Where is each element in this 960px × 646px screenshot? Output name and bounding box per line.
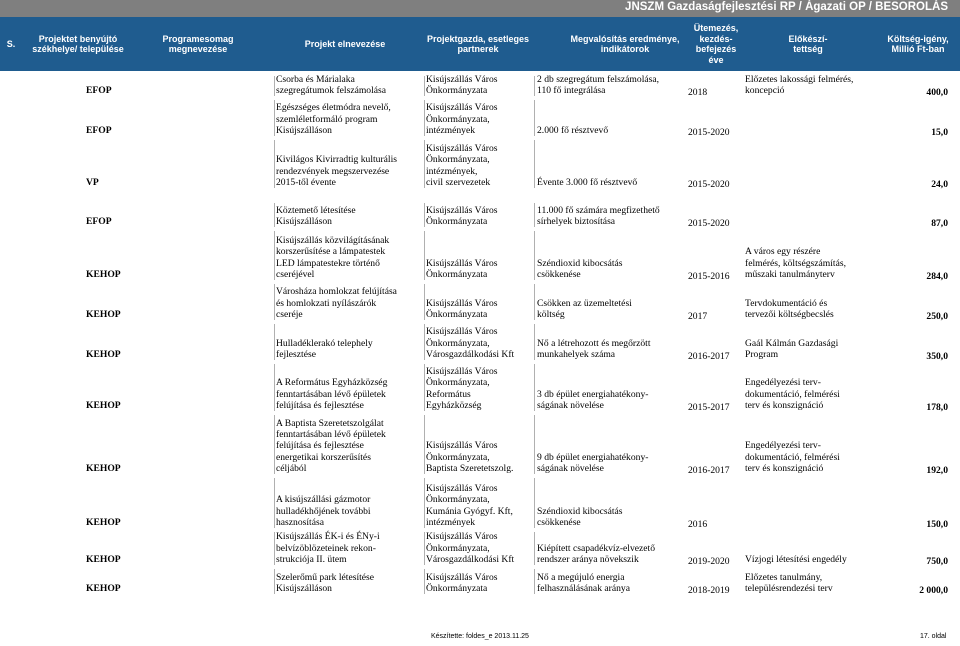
- result-cell: csökkenése: [537, 268, 581, 280]
- schedule-cell: 2019-2020: [688, 555, 730, 567]
- column-divider: [274, 364, 275, 411]
- project-cell: strukciója II. ütem: [276, 553, 347, 565]
- project-cell: céljából: [276, 462, 307, 474]
- program-cell: KEHOP: [86, 516, 121, 528]
- result-cell: 2.000 fő résztvevő: [537, 124, 609, 136]
- table-header: [0, 17, 960, 71]
- schedule-cell: 2015-2016: [688, 270, 730, 282]
- column-divider: [424, 569, 425, 594]
- schedule-cell: 2016-2017: [688, 464, 730, 476]
- program-cell: VP: [86, 176, 99, 188]
- cost-cell: 284,0: [926, 270, 948, 282]
- project-cell: Egészséges életmódra nevelő,: [276, 102, 391, 114]
- result-cell: Széndioxid kibocsátás: [537, 257, 623, 269]
- cost-cell: 178,0: [926, 401, 948, 413]
- program-cell: KEHOP: [86, 348, 121, 360]
- project-cell: korszerűsítése a lámpatestek: [276, 246, 386, 258]
- cost-cell: 87,0: [931, 217, 948, 229]
- column-divider: [534, 140, 535, 188]
- column-divider: [534, 324, 535, 360]
- prep-cell: A város egy részére: [745, 246, 821, 258]
- owner-cell: Városgazdálkodási Kft: [426, 553, 515, 565]
- owner-cell: Önkormányzata,: [426, 337, 490, 349]
- column-divider: [274, 203, 275, 227]
- result-cell: munkahelyek száma: [537, 348, 616, 360]
- column-divider: [274, 569, 275, 594]
- project-cell: szemléletformáló program: [276, 113, 378, 125]
- owner-cell: Egyházközség: [426, 399, 482, 411]
- schedule-cell: 2016-2017: [688, 350, 730, 362]
- prep-cell: dokumentáció, felmérési: [745, 388, 840, 400]
- column-divider: [424, 231, 425, 280]
- schedule-cell: 2015-2020: [688, 217, 730, 229]
- result-cell: Nő a megújuló energia: [537, 571, 625, 583]
- header-schedule: Ütemezés, kezdés-befejezés éve: [693, 23, 739, 65]
- column-divider: [424, 76, 425, 96]
- project-cell: hulladékhőjének további: [276, 505, 371, 517]
- project-cell: Kisújszállás közvilágításának: [276, 235, 390, 247]
- program-cell: KEHOP: [86, 582, 121, 594]
- column-divider: [534, 569, 535, 594]
- prep-cell: terv és konszignáció: [745, 399, 824, 411]
- header-prep: Előkészí-tettség: [788, 33, 828, 54]
- document-title: JNSZM Gazdaságfejlesztési RP / Ágazati OP / BESOROLÁS: [625, 1, 948, 13]
- prep-cell: Vízjogi létesítési engedély: [745, 553, 847, 565]
- cost-cell: 2 000,0: [919, 584, 948, 596]
- program-cell: KEHOP: [86, 268, 121, 280]
- project-cell: belvízöblözeteinek rekon-: [276, 542, 376, 554]
- schedule-cell: 2015-2017: [688, 401, 730, 413]
- owner-cell: Önkormányzata,: [426, 542, 490, 554]
- project-cell: fenntartásában lévő épületek: [276, 388, 386, 400]
- project-cell: cseréje: [276, 308, 303, 320]
- column-divider: [424, 284, 425, 320]
- cost-cell: 400,0: [926, 86, 948, 98]
- cost-cell: 192,0: [926, 464, 948, 476]
- project-cell: Kivilágos Kivirradtig kulturális: [276, 154, 397, 166]
- column-divider: [424, 478, 425, 528]
- column-divider: [534, 532, 535, 565]
- owner-cell: intézmények,: [426, 165, 478, 177]
- prep-cell: Tervdokumentáció és: [745, 297, 828, 309]
- header-s: S.: [6, 38, 16, 49]
- project-cell: A Református Egyházközség: [276, 377, 388, 389]
- header-owner: Projektgazda, esetleges partnerek: [426, 33, 530, 54]
- result-cell: Kiépített csapadékvíz-elvezető: [537, 542, 655, 554]
- column-divider: [424, 140, 425, 188]
- owner-cell: Önkormányzata,: [426, 494, 490, 506]
- prep-cell: terv és konszignáció: [745, 462, 824, 474]
- column-divider: [534, 478, 535, 528]
- cost-cell: 15,0: [931, 126, 948, 138]
- project-cell: Köztemető létesítése: [276, 204, 356, 216]
- project-cell: energetikai korszerűsítés: [276, 451, 371, 463]
- owner-cell: Kisújszállás Város: [426, 204, 498, 216]
- project-cell: Kisújszálláson: [276, 215, 332, 227]
- owner-cell: Önkormányzata: [426, 84, 488, 96]
- project-cell: szegregátumok felszámolása: [276, 84, 387, 96]
- prep-cell: Program: [745, 348, 779, 360]
- program-cell: KEHOP: [86, 399, 121, 411]
- owner-cell: Önkormányzata: [426, 268, 488, 280]
- schedule-cell: 2018: [688, 86, 708, 98]
- owner-cell: Baptista Szeretetszolg.: [426, 462, 514, 474]
- column-divider: [534, 100, 535, 136]
- column-divider: [424, 100, 425, 136]
- result-cell: rendszer aránya növekszik: [537, 553, 639, 565]
- owner-cell: Önkormányzata: [426, 308, 488, 320]
- owner-cell: Kisújszállás Város: [426, 73, 498, 85]
- header-results: Megvalósítás eredménye, indikátorok: [570, 33, 680, 54]
- project-cell: hasznosítása: [276, 516, 324, 528]
- project-cell: Városháza homlokzat felújítása: [276, 286, 397, 298]
- project-cell: Csorba és Márialaka: [276, 73, 355, 85]
- owner-cell: Kisújszállás Város: [426, 297, 498, 309]
- owner-cell: Kisújszállás Város: [426, 571, 498, 583]
- column-divider: [424, 324, 425, 360]
- column-divider: [534, 284, 535, 320]
- prep-cell: településrendezési terv: [745, 582, 833, 594]
- cost-cell: 250,0: [926, 310, 948, 322]
- column-divider: [534, 415, 535, 474]
- project-cell: rendezvények megszervezése: [276, 165, 390, 177]
- result-cell: Csökken az üzemeltetési: [537, 297, 632, 309]
- footer-right: 17. oldal: [920, 633, 947, 640]
- cost-cell: 750,0: [926, 555, 948, 567]
- result-cell: 110 fő integrálása: [537, 84, 606, 96]
- prep-cell: koncepció: [745, 84, 785, 96]
- header-project: Projekt elnevezése: [304, 38, 386, 49]
- column-divider: [424, 203, 425, 227]
- owner-cell: Református: [426, 388, 471, 400]
- owner-cell: Kisújszállás Város: [426, 366, 498, 378]
- program-cell: EFOP: [86, 215, 112, 227]
- column-divider: [534, 231, 535, 280]
- prep-cell: Előzetes lakossági felmérés,: [745, 73, 854, 85]
- owner-cell: Kisújszállás Város: [426, 326, 498, 338]
- project-cell: Kisújszállás ÉK-i és ÉNy-i: [276, 531, 380, 543]
- result-cell: ságának növelése: [537, 399, 604, 411]
- schedule-cell: 2016: [688, 518, 708, 530]
- cost-cell: 350,0: [926, 350, 948, 362]
- column-divider: [534, 76, 535, 96]
- header-cost: Költség-igény, Millió Ft-ban: [887, 33, 949, 54]
- header-program: Programesomag megnevezése: [162, 33, 234, 54]
- program-cell: EFOP: [86, 124, 112, 136]
- cost-cell: 150,0: [926, 518, 948, 530]
- project-cell: A Baptista Szeretetszolgálat: [276, 418, 384, 429]
- prep-cell: dokumentáció, felmérési: [745, 451, 840, 463]
- owner-cell: Városgazdálkodási Kft: [426, 348, 515, 360]
- project-cell: LED lámpatestekre történő: [276, 257, 380, 269]
- column-divider: [534, 203, 535, 227]
- project-cell: Kisújszálláson: [276, 124, 332, 136]
- column-divider: [274, 532, 275, 565]
- owner-cell: Önkormányzata,: [426, 154, 490, 166]
- result-cell: Évente 3.000 fő résztvevő: [537, 176, 638, 188]
- cost-cell: 24,0: [931, 178, 948, 190]
- prep-cell: műszaki tanulmányterv: [745, 268, 835, 280]
- result-cell: 2 db szegregátum felszámolása,: [537, 73, 660, 85]
- project-cell: cseréjével: [276, 268, 315, 280]
- column-divider: [534, 364, 535, 411]
- result-cell: csökkenése: [537, 516, 581, 528]
- schedule-cell: 2017: [688, 310, 708, 322]
- footer-left: Készítette: foldes_e 2013.11.25: [431, 633, 529, 640]
- column-divider: [424, 415, 425, 474]
- column-divider: [424, 364, 425, 411]
- owner-cell: Önkormányzata,: [426, 451, 490, 463]
- schedule-cell: 2015-2020: [688, 126, 730, 138]
- owner-cell: intézmények: [426, 124, 476, 136]
- program-cell: KEHOP: [86, 553, 121, 565]
- column-divider: [274, 76, 275, 96]
- result-cell: költség: [537, 308, 565, 320]
- schedule-cell: 2015-2020: [688, 178, 730, 190]
- project-cell: fenntartásában lévő épületek: [276, 429, 386, 441]
- column-divider: [274, 415, 275, 474]
- result-cell: Széndioxid kibocsátás: [537, 505, 623, 517]
- owner-cell: Kisújszállás Város: [426, 483, 498, 495]
- result-cell: felhasználásának aránya: [537, 582, 630, 594]
- program-cell: KEHOP: [86, 308, 121, 320]
- column-divider: [274, 324, 275, 360]
- result-cell: ságának növelése: [537, 462, 604, 474]
- owner-cell: Kisújszállás Város: [426, 531, 498, 543]
- prep-cell: tervezői költségbecslés: [745, 308, 834, 320]
- column-divider: [274, 100, 275, 136]
- schedule-cell: 2018-2019: [688, 584, 730, 596]
- project-cell: és homlokzati nyílászárók: [276, 297, 377, 309]
- prep-cell: felmérés, költségszámítás,: [745, 257, 846, 269]
- result-cell: Nő a létrehozott és megőrzött: [537, 337, 651, 349]
- owner-cell: Kisújszállás Város: [426, 440, 498, 452]
- owner-cell: Kumánia Gyógyf. Kft,: [426, 505, 513, 517]
- owner-cell: Önkormányzata: [426, 215, 488, 227]
- owner-cell: Kisújszállás Város: [426, 102, 498, 114]
- result-cell: sírhelyek biztosítása: [537, 215, 616, 227]
- project-cell: Szelerőmű park létesítése: [276, 571, 375, 583]
- project-cell: Kisújszálláson: [276, 582, 332, 594]
- column-divider: [274, 284, 275, 320]
- owner-cell: Önkormányzata: [426, 582, 488, 594]
- column-divider: [274, 140, 275, 188]
- owner-cell: Önkormányzata,: [426, 377, 490, 389]
- program-cell: EFOP: [86, 84, 112, 96]
- column-divider: [424, 532, 425, 565]
- owner-cell: Kisújszállás Város: [426, 143, 498, 155]
- title-bar: [0, 0, 960, 17]
- project-cell: Hulladéklerakó telephely: [276, 337, 373, 349]
- result-cell: 9 db épület energiahatékony-: [537, 451, 649, 463]
- column-divider: [274, 231, 275, 280]
- prep-cell: Gaál Kálmán Gazdasági: [745, 337, 839, 349]
- project-cell: 2015-től évente: [276, 176, 336, 188]
- result-cell: 11.000 fő számára megfizethető: [537, 204, 660, 216]
- project-cell: fejlesztése: [276, 348, 316, 360]
- result-cell: 3 db épület energiahatékony-: [537, 388, 649, 400]
- owner-cell: intézmények: [426, 516, 476, 528]
- project-cell: felújítása és fejlesztése: [276, 440, 364, 452]
- column-divider: [274, 478, 275, 528]
- program-cell: KEHOP: [86, 462, 121, 474]
- project-cell: A kisújszállási gázmotor: [276, 494, 371, 506]
- prep-cell: Engedélyezési terv-: [745, 440, 821, 452]
- project-cell: felújítása és fejlesztése: [276, 399, 364, 411]
- owner-cell: Kisújszállás Város: [426, 257, 498, 269]
- owner-cell: Önkormányzata,: [426, 113, 490, 125]
- prep-cell: Engedélyezési terv-: [745, 377, 821, 389]
- header-location: Projektet benyújtó székhelye/ települése: [32, 33, 124, 54]
- owner-cell: civil szervezetek: [426, 176, 491, 188]
- prep-cell: Előzetes tanulmány,: [745, 571, 823, 583]
